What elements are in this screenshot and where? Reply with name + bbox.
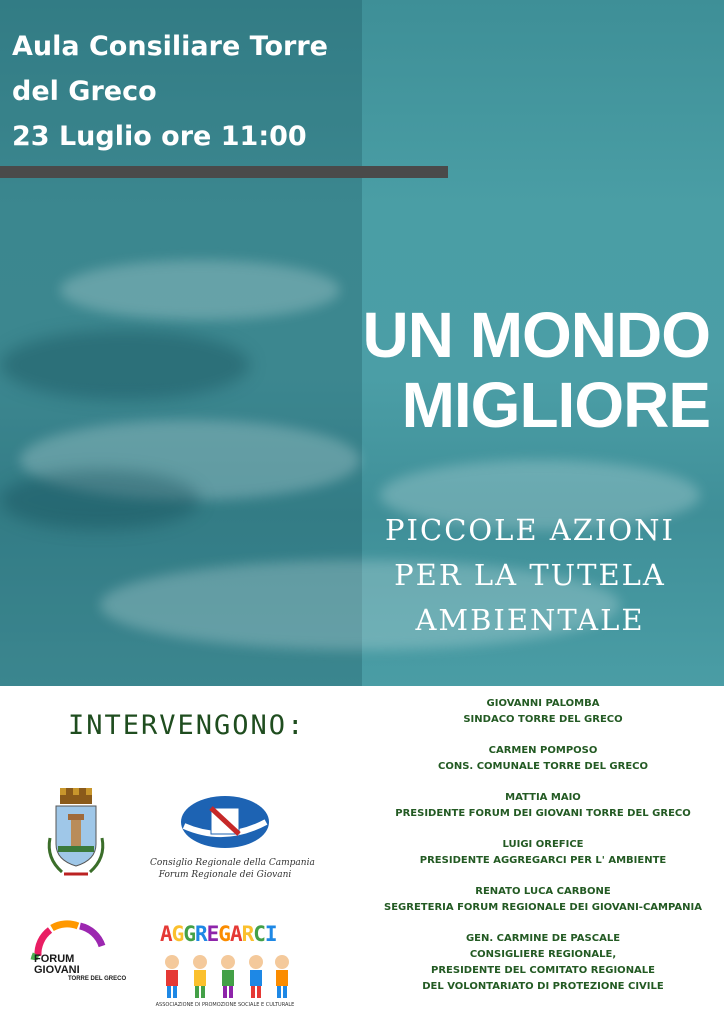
aggregarci-letter: G	[171, 922, 184, 946]
subtitle-line: PICCOLE AZIONI	[385, 513, 675, 547]
aggregarci-letter: C	[253, 922, 265, 946]
divider-bar	[0, 166, 448, 178]
aggregarci-letter: I	[264, 922, 277, 946]
aggregarci-letter: G	[218, 922, 230, 946]
event-venue-date	[12, 24, 352, 159]
children-illustration-icon	[150, 952, 300, 1002]
speaker-role: PRESIDENTE FORUM DEI GIOVANI TORRE DEL GRECO	[395, 808, 691, 819]
sea-wave	[0, 330, 250, 400]
speaker-name: LUIGI OREFICE	[502, 839, 584, 850]
venue-line: del Greco	[12, 76, 157, 107]
aggregarci-letter: A	[229, 922, 242, 946]
speaker-role: CONSIGLIERE REGIONALE,	[469, 949, 617, 960]
aggregarci-logo	[150, 920, 300, 1012]
speaker-item	[362, 743, 724, 775]
speaker-item	[362, 696, 724, 728]
date-time-line: 23 Luglio ore 11:00	[12, 121, 307, 152]
speaker-name: RENATO LUCA CARBONE	[475, 886, 611, 897]
speaker-name: MATTIA MAIO	[505, 792, 581, 803]
aggregarci-tagline: ASSOCIAZIONE DI PROMOZIONE SOCIALE E CULTURALE	[155, 1002, 295, 1008]
title-line: MIGLIORE	[401, 369, 710, 441]
forum-text: GIOVANI	[34, 964, 80, 976]
aggregarci-letter: E	[206, 922, 219, 946]
speaker-item	[362, 790, 724, 822]
crest-icon	[44, 788, 108, 880]
aggregarci-letter: R	[241, 922, 254, 946]
title-line: UN MONDO	[362, 299, 710, 371]
forum-text: TORRE DEL GRECO	[68, 976, 127, 982]
speakers-list	[362, 696, 724, 1010]
aggregarci-wordmark	[160, 922, 300, 946]
regione-emblem-icon	[150, 794, 300, 856]
speaker-role: CONS. COMUNALE TORRE DEL GRECO	[438, 761, 648, 772]
speaker-role: SEGRETERIA FORUM REGIONALE DEI GIOVANI-CAMPANIA	[384, 902, 702, 913]
venue-line: Aula Consiliare Torre	[12, 31, 328, 62]
regione-caption: Consiglio Regionale della Campania	[150, 858, 315, 868]
main-title	[362, 300, 710, 440]
forum-giovani-logo	[30, 920, 127, 996]
speaker-name: CARMEN POMPOSO	[488, 745, 598, 756]
aggregarci-letter: R	[194, 922, 207, 946]
forum-text: FORUM	[34, 953, 75, 965]
speaker-name: GIOVANNI PALOMBA	[486, 698, 600, 709]
speaker-role: DEL VOLONTARIATO DI PROTEZIONE CIVILE	[422, 981, 664, 992]
speaker-item	[362, 884, 724, 916]
town-crest-logo	[44, 788, 108, 880]
aggregarci-letter: G	[183, 922, 195, 946]
sea-wave	[0, 470, 200, 530]
subtitle-line: PER LA TUTELA	[394, 558, 666, 592]
speaker-role: PRESIDENTE DEL COMITATO REGIONALE	[431, 965, 655, 976]
regione-caption: Forum Regionale dei Giovani	[158, 870, 292, 880]
subtitle	[362, 508, 698, 643]
regione-campania-logo	[150, 794, 315, 884]
sea-foam	[60, 260, 340, 320]
speakers-heading: INTERVENGONO:	[68, 710, 306, 741]
speaker-role: SINDACO TORRE DEL GRECO	[463, 714, 623, 725]
aggregarci-letter: A	[160, 922, 172, 946]
speaker-name: GEN. CARMINE DE PASCALE	[465, 933, 621, 944]
speaker-role: PRESIDENTE AGGREGARCI PER L' AMBIENTE	[419, 855, 667, 866]
subtitle-line: AMBIENTALE	[415, 603, 645, 637]
speaker-item	[362, 931, 724, 995]
speaker-item	[362, 837, 724, 869]
